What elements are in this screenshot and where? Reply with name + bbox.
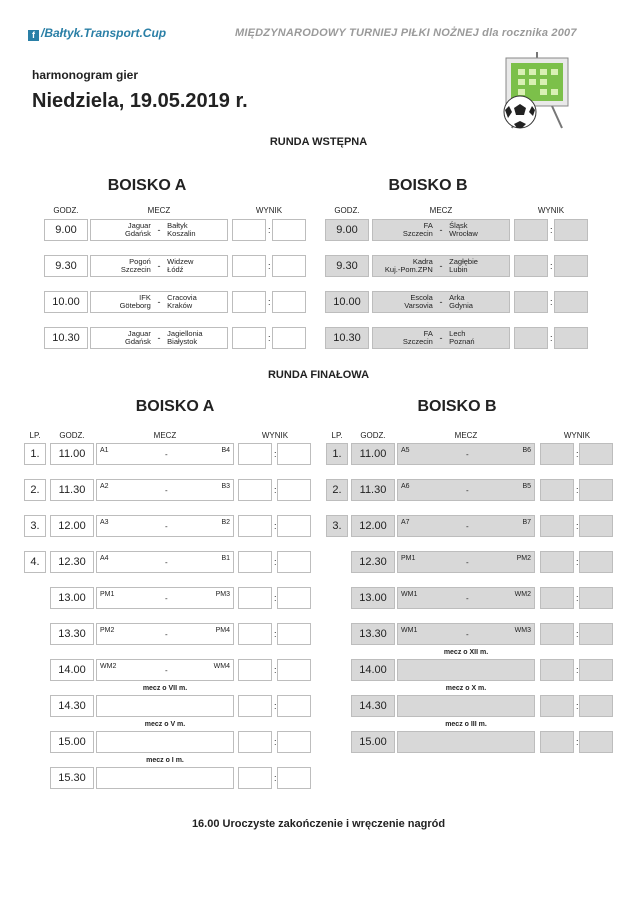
- away-score-input[interactable]: [277, 659, 311, 681]
- away-score-input[interactable]: [277, 695, 311, 717]
- home-slot-code: A3: [100, 519, 109, 526]
- home-team-name: FA: [423, 221, 433, 230]
- position-number: 1.: [326, 443, 348, 465]
- away-team: [167, 258, 227, 274]
- home-team: [91, 222, 151, 238]
- time-cell: 15.30: [50, 767, 94, 789]
- score-separator: :: [274, 485, 277, 495]
- home-score-input[interactable]: [238, 479, 272, 501]
- time-cell: 11.30: [50, 479, 94, 501]
- schedule-subtitle: harmonogram gier: [32, 68, 139, 82]
- away-slot-code: PM3: [215, 591, 230, 598]
- final-field-a-title: BOISKO A: [135, 398, 215, 415]
- score-separator: :: [576, 665, 579, 675]
- match-dash: -: [466, 594, 469, 603]
- home-score-input[interactable]: [238, 623, 272, 645]
- time-cell: 12.30: [351, 551, 395, 573]
- home-score-input[interactable]: [540, 623, 574, 645]
- match-dash: -: [157, 225, 161, 235]
- time-cell: 13.30: [50, 623, 94, 645]
- page-title: Niedziela, 19.05.2019 r.: [32, 90, 248, 112]
- match-cell: [90, 219, 228, 241]
- away-slot-code: PM4: [215, 627, 230, 634]
- home-score-input[interactable]: [232, 219, 266, 241]
- time-cell: 10.00: [325, 291, 369, 313]
- home-team: [373, 294, 433, 310]
- away-team: [449, 258, 509, 274]
- away-score-input[interactable]: [277, 551, 311, 573]
- away-score-input[interactable]: [579, 551, 613, 573]
- away-team-name: Widzew: [167, 257, 194, 266]
- final-a-result-header: WYNIK: [261, 431, 289, 440]
- home-score-input[interactable]: [238, 551, 272, 573]
- score-separator: :: [550, 333, 553, 343]
- home-score-input[interactable]: [238, 515, 272, 537]
- home-team: [373, 330, 433, 346]
- match-dash: -: [466, 450, 469, 459]
- placement-match-label: mecz o III m.: [445, 721, 487, 728]
- away-slot-code: B1: [221, 555, 230, 562]
- match-cell: [96, 623, 234, 645]
- score-separator: :: [268, 261, 271, 271]
- match-dash: -: [165, 666, 168, 675]
- away-team: [449, 222, 509, 238]
- home-score-input[interactable]: [238, 767, 272, 789]
- match-cell: [397, 587, 535, 609]
- match-dash: -: [439, 225, 443, 235]
- away-slot-code: B5: [522, 483, 531, 490]
- home-score-input[interactable]: [232, 255, 266, 277]
- away-team-name: Jagiellonia: [167, 329, 203, 338]
- time-cell: 14.30: [50, 695, 94, 717]
- score-separator: :: [274, 521, 277, 531]
- away-score-input[interactable]: [554, 255, 588, 277]
- away-team: [167, 294, 227, 310]
- away-score-input[interactable]: [579, 479, 613, 501]
- prelim-b-time-header: GODZ.: [334, 206, 360, 215]
- final-b-time-header: GODZ.: [360, 431, 386, 440]
- away-slot-code: B6: [522, 447, 531, 454]
- home-slot-code: A5: [401, 447, 410, 454]
- away-team-city: Lubin: [449, 265, 468, 274]
- home-team: [373, 222, 433, 238]
- placement-match-label: mecz o V m.: [144, 721, 186, 728]
- away-score-input[interactable]: [579, 731, 613, 753]
- time-cell: 9.30: [325, 255, 369, 277]
- position-number: 3.: [24, 515, 46, 537]
- away-team-name: Śląsk: [449, 221, 468, 230]
- match-dash: -: [165, 486, 168, 495]
- away-score-input[interactable]: [554, 291, 588, 313]
- away-slot-code: B3: [221, 483, 230, 490]
- time-cell: 15.00: [351, 731, 395, 753]
- score-separator: :: [576, 593, 579, 603]
- match-cell: [372, 219, 510, 241]
- score-separator: :: [268, 297, 271, 307]
- home-slot-code: PM1: [100, 591, 115, 598]
- home-team-city: Göteborg: [119, 301, 151, 310]
- time-cell: 13.00: [50, 587, 94, 609]
- match-cell: [90, 291, 228, 313]
- final-b-match-header: MECZ: [454, 431, 478, 440]
- match-cell: [397, 515, 535, 537]
- match-cell: [397, 551, 535, 573]
- match-cell: [96, 731, 234, 753]
- away-team: [449, 330, 509, 346]
- placement-match-label: mecz o XII m.: [443, 649, 489, 656]
- score-separator: :: [576, 521, 579, 531]
- time-cell: 13.30: [351, 623, 395, 645]
- prelim-field-b-title: BOISKO B: [388, 177, 468, 194]
- prelim-a-time-header: GODZ.: [53, 206, 79, 215]
- match-dash: -: [466, 630, 469, 639]
- home-team-name: Jaguar: [127, 221, 151, 230]
- final-round-title: RUNDA FINAŁOWA: [267, 369, 370, 381]
- match-dash: -: [439, 333, 443, 343]
- position-number: 3.: [326, 515, 348, 537]
- time-cell: 13.00: [351, 587, 395, 609]
- home-team-name: FA: [423, 329, 433, 338]
- home-team-name: IFK: [139, 293, 151, 302]
- time-cell: 10.00: [44, 291, 88, 313]
- prelim-round-title: RUNDA WSTĘPNA: [269, 136, 368, 148]
- away-team: [167, 330, 227, 346]
- match-cell: [96, 767, 234, 789]
- away-score-input[interactable]: [579, 587, 613, 609]
- away-score-input[interactable]: [272, 327, 306, 349]
- match-dash: -: [157, 333, 161, 343]
- match-cell: [96, 515, 234, 537]
- score-separator: :: [550, 297, 553, 307]
- time-cell: 10.30: [325, 327, 369, 349]
- time-cell: 14.00: [50, 659, 94, 681]
- score-separator: :: [576, 557, 579, 567]
- tactics-board-illustration: [502, 52, 572, 132]
- home-slot-code: A7: [401, 519, 410, 526]
- away-score-input[interactable]: [277, 623, 311, 645]
- home-score-input[interactable]: [540, 695, 574, 717]
- match-cell: [96, 479, 234, 501]
- match-cell: [96, 551, 234, 573]
- home-score-input[interactable]: [540, 587, 574, 609]
- match-cell: [90, 327, 228, 349]
- away-team-name: Zagłębie: [449, 257, 478, 266]
- home-slot-code: PM1: [401, 555, 416, 562]
- home-slot-code: A4: [100, 555, 109, 562]
- home-score-input[interactable]: [540, 731, 574, 753]
- home-score-input[interactable]: [514, 255, 548, 277]
- score-separator: :: [268, 333, 271, 343]
- final-field-b-title: BOISKO B: [417, 398, 497, 415]
- match-dash: -: [466, 558, 469, 567]
- score-separator: :: [274, 629, 277, 639]
- away-team-city: Kraków: [167, 301, 193, 310]
- time-cell: 14.30: [351, 695, 395, 717]
- home-slot-code: WM2: [100, 663, 117, 670]
- final-b-lp-header: LP.: [331, 431, 343, 440]
- away-score-input[interactable]: [277, 731, 311, 753]
- home-score-input[interactable]: [514, 219, 548, 241]
- home-score-input[interactable]: [238, 443, 272, 465]
- score-separator: :: [274, 593, 277, 603]
- away-score-input[interactable]: [277, 767, 311, 789]
- brand-link[interactable]: [28, 26, 166, 41]
- brand-text: /Bałtyk.Transport.Cup: [41, 26, 167, 40]
- prelim-a-result-header: WYNIK: [255, 206, 283, 215]
- home-slot-code: A2: [100, 483, 109, 490]
- time-cell: 12.00: [351, 515, 395, 537]
- away-slot-code: B4: [221, 447, 230, 454]
- home-score-input[interactable]: [514, 291, 548, 313]
- match-dash: -: [165, 558, 168, 567]
- away-score-input[interactable]: [277, 587, 311, 609]
- match-cell: [90, 255, 228, 277]
- match-cell: [372, 291, 510, 313]
- away-slot-code: B2: [221, 519, 230, 526]
- away-team-name: Lech: [449, 329, 466, 338]
- away-team-city: Poznań: [449, 337, 475, 346]
- away-score-input[interactable]: [277, 479, 311, 501]
- away-team: [167, 222, 227, 238]
- match-cell: [372, 327, 510, 349]
- home-team-city: Varsovia: [404, 301, 433, 310]
- away-slot-code: B7: [522, 519, 531, 526]
- time-cell: 10.30: [44, 327, 88, 349]
- away-team-name: Bałtyk: [167, 221, 188, 230]
- time-cell: 9.30: [44, 255, 88, 277]
- away-team-name: Arka: [449, 293, 465, 302]
- home-score-input[interactable]: [238, 659, 272, 681]
- match-cell: [96, 443, 234, 465]
- score-separator: :: [576, 737, 579, 747]
- match-dash: -: [439, 261, 443, 271]
- position-number: 2.: [24, 479, 46, 501]
- time-cell: 15.00: [50, 731, 94, 753]
- score-separator: :: [274, 449, 277, 459]
- placement-match-label: mecz o VII m.: [142, 685, 188, 692]
- home-team-name: Pogoń: [129, 257, 151, 266]
- time-cell: 14.00: [351, 659, 395, 681]
- score-separator: :: [268, 225, 271, 235]
- away-score-input[interactable]: [579, 659, 613, 681]
- home-slot-code: WM1: [401, 627, 418, 634]
- match-dash: -: [165, 522, 168, 531]
- home-score-input[interactable]: [540, 443, 574, 465]
- home-score-input[interactable]: [232, 291, 266, 313]
- home-score-input[interactable]: [540, 659, 574, 681]
- home-team-name: Escola: [410, 293, 433, 302]
- score-separator: :: [576, 449, 579, 459]
- home-score-input[interactable]: [238, 731, 272, 753]
- match-dash: -: [439, 297, 443, 307]
- home-score-input[interactable]: [540, 479, 574, 501]
- prelim-b-match-header: MECZ: [429, 206, 453, 215]
- match-dash: -: [165, 594, 168, 603]
- away-score-input[interactable]: [272, 219, 306, 241]
- score-separator: :: [274, 557, 277, 567]
- home-team-city: Szczecin: [402, 229, 433, 238]
- position-number: 4.: [24, 551, 46, 573]
- match-dash: -: [165, 450, 168, 459]
- home-score-input[interactable]: [514, 327, 548, 349]
- placement-match-label: mecz o X m.: [445, 685, 487, 692]
- time-cell: 9.00: [325, 219, 369, 241]
- away-team-city: Gdynia: [449, 301, 473, 310]
- score-separator: :: [576, 701, 579, 711]
- match-cell: [397, 443, 535, 465]
- tournament-title: MIĘDZYNARODOWY TURNIEJ PIŁKI NOŻNEJ dla rocznika 2007: [235, 27, 577, 39]
- home-team: [91, 330, 151, 346]
- away-slot-code: WM3: [514, 627, 531, 634]
- away-score-input[interactable]: [277, 443, 311, 465]
- match-cell: [372, 255, 510, 277]
- away-score-input[interactable]: [579, 623, 613, 645]
- score-separator: :: [550, 225, 553, 235]
- home-team-name: Jaguar: [127, 329, 151, 338]
- away-slot-code: PM2: [516, 555, 531, 562]
- match-cell: [96, 659, 234, 681]
- away-slot-code: WM4: [213, 663, 230, 670]
- match-cell: [96, 587, 234, 609]
- away-score-input[interactable]: [272, 291, 306, 313]
- home-score-input[interactable]: [540, 551, 574, 573]
- score-separator: :: [550, 261, 553, 271]
- match-cell: [397, 479, 535, 501]
- home-team-city: Gdańsk: [124, 229, 151, 238]
- home-team-city: Gdańsk: [124, 337, 151, 346]
- away-score-input[interactable]: [554, 327, 588, 349]
- match-cell: [397, 731, 535, 753]
- away-score-input[interactable]: [579, 695, 613, 717]
- home-team-city: Szczecin: [402, 337, 433, 346]
- home-slot-code: WM1: [401, 591, 418, 598]
- away-team-name: Cracovia: [167, 293, 197, 302]
- away-team-city: Łódź: [167, 265, 184, 274]
- match-cell: [96, 695, 234, 717]
- away-team-city: Koszalin: [167, 229, 196, 238]
- away-score-input[interactable]: [272, 255, 306, 277]
- score-separator: :: [576, 629, 579, 639]
- home-slot-code: A1: [100, 447, 109, 454]
- soccer-ball-icon: [504, 96, 536, 128]
- away-score-input[interactable]: [579, 515, 613, 537]
- closing-ceremony-note: 16.00 Uroczyste zakończenie i wręczenie nagród: [191, 818, 446, 830]
- match-cell: [397, 659, 535, 681]
- final-a-match-header: MECZ: [153, 431, 177, 440]
- match-cell: [397, 695, 535, 717]
- prelim-b-result-header: WYNIK: [537, 206, 565, 215]
- score-separator: :: [274, 701, 277, 711]
- match-dash: -: [165, 630, 168, 639]
- match-dash: -: [466, 522, 469, 531]
- time-cell: 11.00: [351, 443, 395, 465]
- away-score-input[interactable]: [277, 515, 311, 537]
- away-team-city: Białystok: [167, 337, 198, 346]
- away-slot-code: WM2: [514, 591, 531, 598]
- position-number: 1.: [24, 443, 46, 465]
- time-cell: 11.00: [50, 443, 94, 465]
- home-team-city: Kuj.-Pom.ZPN: [384, 265, 433, 274]
- score-separator: :: [576, 485, 579, 495]
- prelim-a-match-header: MECZ: [147, 206, 171, 215]
- match-cell: [397, 623, 535, 645]
- score-separator: :: [274, 665, 277, 675]
- home-team: [91, 258, 151, 274]
- match-dash: -: [157, 261, 161, 271]
- away-team-city: Wrocław: [449, 229, 478, 238]
- home-team: [373, 258, 433, 274]
- home-score-input[interactable]: [232, 327, 266, 349]
- time-cell: 9.00: [44, 219, 88, 241]
- time-cell: 12.30: [50, 551, 94, 573]
- home-slot-code: A6: [401, 483, 410, 490]
- home-team-name: Kadra: [412, 257, 433, 266]
- home-score-input[interactable]: [238, 695, 272, 717]
- away-score-input[interactable]: [579, 443, 613, 465]
- facebook-icon: f: [28, 30, 39, 41]
- final-a-time-header: GODZ.: [59, 431, 85, 440]
- final-b-result-header: WYNIK: [563, 431, 591, 440]
- home-team: [91, 294, 151, 310]
- final-a-lp-header: LP.: [29, 431, 41, 440]
- away-team: [449, 294, 509, 310]
- away-score-input[interactable]: [554, 219, 588, 241]
- score-separator: :: [274, 737, 277, 747]
- home-team-city: Szczecin: [120, 265, 151, 274]
- time-cell: 12.00: [50, 515, 94, 537]
- time-cell: 11.30: [351, 479, 395, 501]
- position-number: 2.: [326, 479, 348, 501]
- home-score-input[interactable]: [238, 587, 272, 609]
- home-score-input[interactable]: [540, 515, 574, 537]
- placement-match-label: mecz o I m.: [146, 757, 184, 764]
- prelim-field-a-title: BOISKO A: [107, 177, 187, 194]
- match-dash: -: [157, 297, 161, 307]
- home-slot-code: PM2: [100, 627, 115, 634]
- match-dash: -: [466, 486, 469, 495]
- score-separator: :: [274, 773, 277, 783]
